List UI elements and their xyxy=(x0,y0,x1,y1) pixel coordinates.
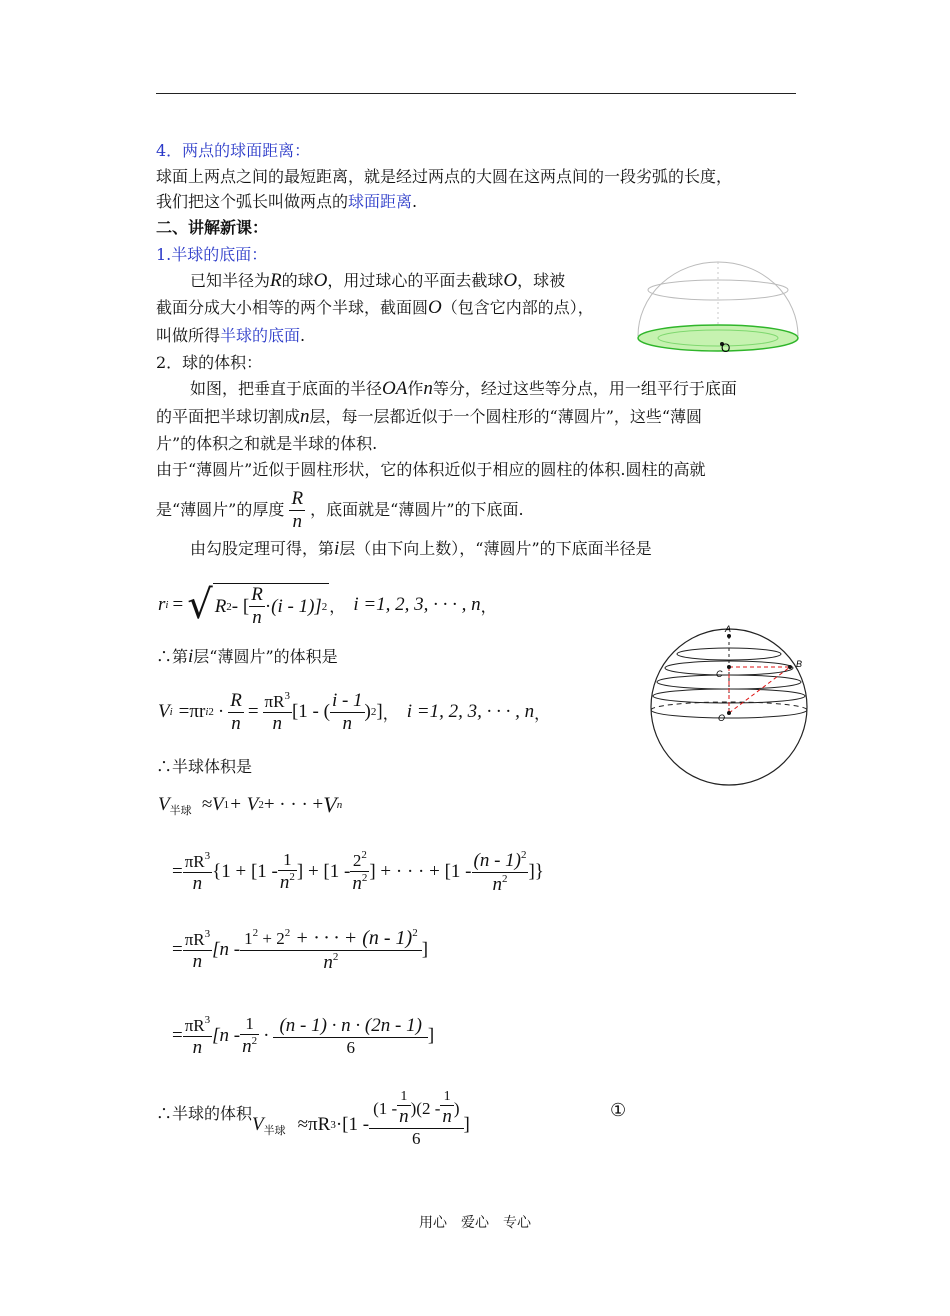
point-A xyxy=(727,634,731,638)
l4-n: n xyxy=(192,1036,203,1058)
sub2-p8: ∴半球体积是 xyxy=(156,757,253,776)
ri-times: · xyxy=(264,595,272,617)
Vi-r-sq: 2 xyxy=(208,706,214,718)
l4-n2: n xyxy=(242,1036,252,1057)
final-num-c: ) xyxy=(453,1098,460,1118)
final-V-sub: 半球 xyxy=(263,1125,286,1137)
math-O: O xyxy=(313,270,328,291)
page-footer: 用心 爱心 专心 xyxy=(419,1215,531,1231)
l2-n: n xyxy=(192,872,203,894)
frac-num: R xyxy=(291,488,304,509)
sub2-p5-text-b: ，底面就是“薄圆片”的下底面. xyxy=(310,500,524,519)
label-B: B xyxy=(796,659,803,669)
sub2-p4: 由于“薄圆片”近似于圆柱形状，它的体积近似于相应的圆柱的体积.圆柱的高就 xyxy=(156,460,706,479)
l3-num-1: 1 xyxy=(244,928,253,948)
sub2-p6 xyxy=(190,538,652,560)
sub2-p3: 片”的体积之和就是半球的体积. xyxy=(156,434,378,453)
final-six: 6 xyxy=(412,1129,421,1148)
l2-frac-1 xyxy=(278,850,297,894)
l3-open: [n - xyxy=(212,939,241,960)
label-O: O xyxy=(718,713,726,723)
l2-nm1: (n - 1) xyxy=(473,849,521,871)
Vi-frac-den-3: n xyxy=(342,712,352,734)
label-A: A xyxy=(725,624,732,634)
ri-R-sq: 2 xyxy=(226,600,232,613)
Vi-i1: i - 1 xyxy=(331,689,363,711)
sum-vn: V xyxy=(323,792,337,817)
final-cube: 3 xyxy=(330,1119,336,1131)
Vi-frac-i xyxy=(330,690,365,735)
ri-comma-2: ， xyxy=(480,598,497,616)
final-num-b: )(2 - xyxy=(410,1098,441,1118)
l2-n2b: n xyxy=(352,873,362,894)
l2-n2c: n xyxy=(492,873,502,895)
Vhalf-sub: 半球 xyxy=(169,805,192,817)
formula-sum xyxy=(158,790,342,820)
sub1-line2 xyxy=(156,297,594,319)
ri-frac-den: n xyxy=(252,607,262,628)
l4-frac-pi xyxy=(183,1014,212,1059)
Vi-symbol: V xyxy=(158,701,170,722)
Vi-times: · xyxy=(217,701,225,722)
section4-period: . xyxy=(412,192,418,211)
Vi-frac-pi xyxy=(263,690,292,735)
sub2-p6-text: 由勾股定理可得，第 xyxy=(190,539,335,558)
final-close: ] xyxy=(463,1114,470,1135)
sub1-text-e: 截面分成大小相等的两个半球，截面圆 xyxy=(156,298,429,317)
sqrt-body xyxy=(213,583,330,629)
l4-piR: πR xyxy=(184,1015,205,1035)
Vi-r-sub: i xyxy=(205,706,209,718)
formula-line4 xyxy=(172,1008,434,1064)
point-C xyxy=(727,665,731,669)
l4-n2-sq: 2 xyxy=(251,1035,258,1047)
Vi-comma: ， xyxy=(382,705,399,723)
l2-eq: = xyxy=(172,861,183,882)
sphere-outline xyxy=(651,629,807,785)
sum-v1: 1 xyxy=(223,799,230,811)
header-rule xyxy=(156,93,796,94)
ri-sq: 2 xyxy=(321,600,328,613)
sub2-p1-text-b: 作 xyxy=(407,379,424,398)
l4-num: (n - 1) · n · (2n - 1) xyxy=(273,1015,427,1038)
sub1-text-d: ，球被 xyxy=(517,271,566,290)
l2-n2b-sq: 2 xyxy=(361,872,368,884)
therefore-volume: ∴半球的体积 xyxy=(156,1104,253,1123)
sub2-p5-text: 是“薄圆片”的厚度 xyxy=(156,500,285,519)
l3-frac-pi xyxy=(183,928,212,973)
math-n-2: n xyxy=(300,406,310,427)
Vi-close-paren: ) xyxy=(364,701,371,722)
l2-two-sq: 2 xyxy=(361,849,367,861)
ri-range: i =1, 2, 3, · · · , n xyxy=(353,594,481,615)
ri-sub: i xyxy=(165,599,169,611)
sub1-text-g: 叫做所得 xyxy=(156,326,221,345)
ri-eq: = xyxy=(172,594,184,615)
hemisphere-base xyxy=(638,325,798,351)
l4-times: · xyxy=(263,1025,270,1046)
sum-vn-sub: n xyxy=(336,799,343,811)
section-heading-new-lesson: 二、讲解新课： xyxy=(156,218,269,237)
sub2-p2-text: 的平面把半球切割成 xyxy=(156,407,301,426)
ri-comma: ， xyxy=(329,598,346,616)
l3-sq1: 2 xyxy=(252,926,259,939)
Vhalf-symbol: V xyxy=(158,794,170,815)
sub2-p5 xyxy=(156,488,524,533)
ri-frac xyxy=(249,584,265,629)
sum-approx: ≈V xyxy=(201,794,224,815)
math-i: i xyxy=(334,538,340,559)
l4-eq: = xyxy=(172,1025,183,1046)
l2-end: ] + · · · + [1 - xyxy=(369,861,472,882)
final-open: ·[1 - xyxy=(335,1114,370,1135)
sub1-line3 xyxy=(156,325,305,347)
final-frac xyxy=(369,1089,463,1149)
hemisphere-base-term: 半球的底面 xyxy=(220,326,301,345)
Vi-eq: = xyxy=(247,701,259,722)
final-inner-n: n xyxy=(399,1106,409,1127)
ri-symbol: r xyxy=(158,594,166,615)
Vi-piR: πR xyxy=(264,691,285,711)
sub2-p6-text-b: 层（由下向上数），“薄圆片”的下底面半径是 xyxy=(339,539,652,558)
l2-one: 1 xyxy=(278,850,297,871)
l3-sq3: 2 xyxy=(412,926,418,939)
point-B xyxy=(788,665,792,669)
l3-sq2: 2 xyxy=(284,926,291,939)
formula-line3 xyxy=(172,922,428,978)
final-V: V xyxy=(252,1114,264,1135)
point-O xyxy=(727,711,731,715)
l3-den: n xyxy=(323,951,333,973)
fraction-R-over-n xyxy=(289,488,305,533)
sub2-title: 2．球的体积： xyxy=(156,353,263,372)
ri-i-minus-1: (i - 1)] xyxy=(271,595,322,617)
math-i-2: i xyxy=(188,646,194,667)
l3-n: n xyxy=(192,950,203,972)
Vi-frac-den: n xyxy=(231,712,241,734)
l4-frac-1 xyxy=(240,1014,259,1058)
section4-line1: 球面上两点之间的最短距离，就是经过两点的大圆在这两点间的一段劣弧的长度， xyxy=(156,167,733,186)
sub2-p7-text: 层“薄圆片”的体积是 xyxy=(193,647,338,666)
Vi-pi-r: =πr xyxy=(178,701,206,722)
sub2-p2-text-b: 层，每一层都近似于一个圆柱形的“薄圆片”，这些“薄圆 xyxy=(309,407,703,426)
final-inner-frac-2 xyxy=(440,1089,454,1128)
ri-R: R xyxy=(214,595,227,617)
l2-n2: n xyxy=(279,872,290,893)
therefore-layer: ∴第 xyxy=(156,647,189,666)
sub1-line1 xyxy=(190,270,565,292)
l4-six: 6 xyxy=(346,1037,355,1057)
l3-den-sq: 2 xyxy=(332,950,339,963)
sub1-text-a: 已知半径为 xyxy=(190,271,271,290)
final-approx: ≈πR xyxy=(297,1114,331,1135)
sub2-p1 xyxy=(190,378,737,400)
math-O-2: O xyxy=(503,270,518,291)
formula-final xyxy=(156,1086,470,1152)
l2-n2-sq: 2 xyxy=(289,871,295,883)
l4-open: [n - xyxy=(212,1025,241,1046)
sub1-title: 1.半球的底面： xyxy=(156,245,268,264)
Vi-bracket: [1 - ( xyxy=(291,701,330,722)
l4-cube: 3 xyxy=(204,1013,211,1026)
l2-frac-n xyxy=(472,849,529,896)
final-expression xyxy=(252,1089,470,1149)
sqrt-sign: √ xyxy=(187,582,213,628)
spherical-distance-term: 球面距离 xyxy=(348,192,413,211)
Vi-range: i =1, 2, 3, · · · , n xyxy=(406,701,535,722)
Vi-sub: i xyxy=(169,706,173,718)
sub1-period: . xyxy=(300,326,306,345)
formula-Vi xyxy=(158,685,550,739)
sum-plus-v: + V xyxy=(229,794,259,815)
Vi-frac xyxy=(228,690,244,735)
ri-frac-num: R xyxy=(251,584,263,605)
l2-frac-2 xyxy=(350,849,369,895)
l2-cube: 3 xyxy=(204,849,211,862)
sum-v2: 2 xyxy=(258,799,264,811)
l2-frac-pi xyxy=(183,850,212,895)
math-R: R xyxy=(270,270,282,291)
l2-n2c-sq: 2 xyxy=(501,872,508,885)
final-inner-frac-1 xyxy=(397,1089,411,1128)
ri-minus: - [ xyxy=(231,595,250,617)
frac-den: n xyxy=(292,511,303,532)
sub1-text-c: ，用过球心的平面去截球 xyxy=(327,271,504,290)
label-C: C xyxy=(716,669,723,679)
math-OA: OA xyxy=(382,378,408,399)
l3-num-3: + · · · + (n - 1) xyxy=(290,926,413,949)
final-inner-one-2: 1 xyxy=(440,1089,454,1106)
Vi-comma-2: ， xyxy=(534,705,551,723)
l4-one: 1 xyxy=(240,1014,259,1035)
l2-nm1-sq: 2 xyxy=(520,848,527,861)
sphere-figure xyxy=(646,620,812,790)
sub1-text-b: 的球 xyxy=(281,271,314,290)
l3-num-2: + 2 xyxy=(258,928,285,948)
math-n: n xyxy=(423,378,433,399)
l2-open: {1 + [1 - xyxy=(212,861,278,882)
l3-frac xyxy=(240,927,422,974)
Vi-frac-num: R xyxy=(230,689,242,711)
formula-ri xyxy=(158,578,497,632)
sum-dots: + · · · + xyxy=(263,794,324,815)
final-inner-one: 1 xyxy=(397,1089,411,1106)
formula-line2 xyxy=(172,844,544,900)
equation-number: ① xyxy=(610,1100,627,1121)
l3-close: ] xyxy=(421,939,429,960)
l2-close: ]} xyxy=(528,861,544,882)
l4-frac-2 xyxy=(273,1015,427,1058)
sub1-text-f: （包含它内部的点）， xyxy=(441,298,594,317)
l3-eq: = xyxy=(172,939,183,960)
Vi-close-bracket: ] xyxy=(376,701,383,722)
final-num-a: (1 - xyxy=(373,1098,398,1118)
final-inner-n-2: n xyxy=(442,1106,452,1127)
Vi-cube: 3 xyxy=(284,689,290,702)
sub2-p7 xyxy=(156,646,338,668)
l4-close: ] xyxy=(427,1025,435,1046)
hemisphere-label-O: O xyxy=(721,341,731,355)
sub2-p1-text: 如图，把垂直于底面的半径 xyxy=(190,379,383,398)
hemisphere-figure xyxy=(632,258,804,358)
Vi-sq: 2 xyxy=(370,706,377,718)
section4-title: 4．两点的球面距离： xyxy=(156,141,311,160)
l2-two: 2 xyxy=(352,851,362,870)
math-O-3: O xyxy=(428,297,442,318)
l2-mid: ] + [1 - xyxy=(296,861,351,882)
sub2-p1-text-c: 等分，经过这些等分点，用一组平行于底面 xyxy=(432,379,737,398)
sub2-p2 xyxy=(156,406,702,428)
section4-line2-text: 我们把这个弧长叫做两点的 xyxy=(156,192,349,211)
Vi-frac-den-2: n xyxy=(272,712,282,734)
l3-piR: πR xyxy=(184,929,205,949)
section4-line2 xyxy=(156,191,417,213)
l3-cube: 3 xyxy=(204,927,211,940)
l2-piR: πR xyxy=(184,851,205,871)
